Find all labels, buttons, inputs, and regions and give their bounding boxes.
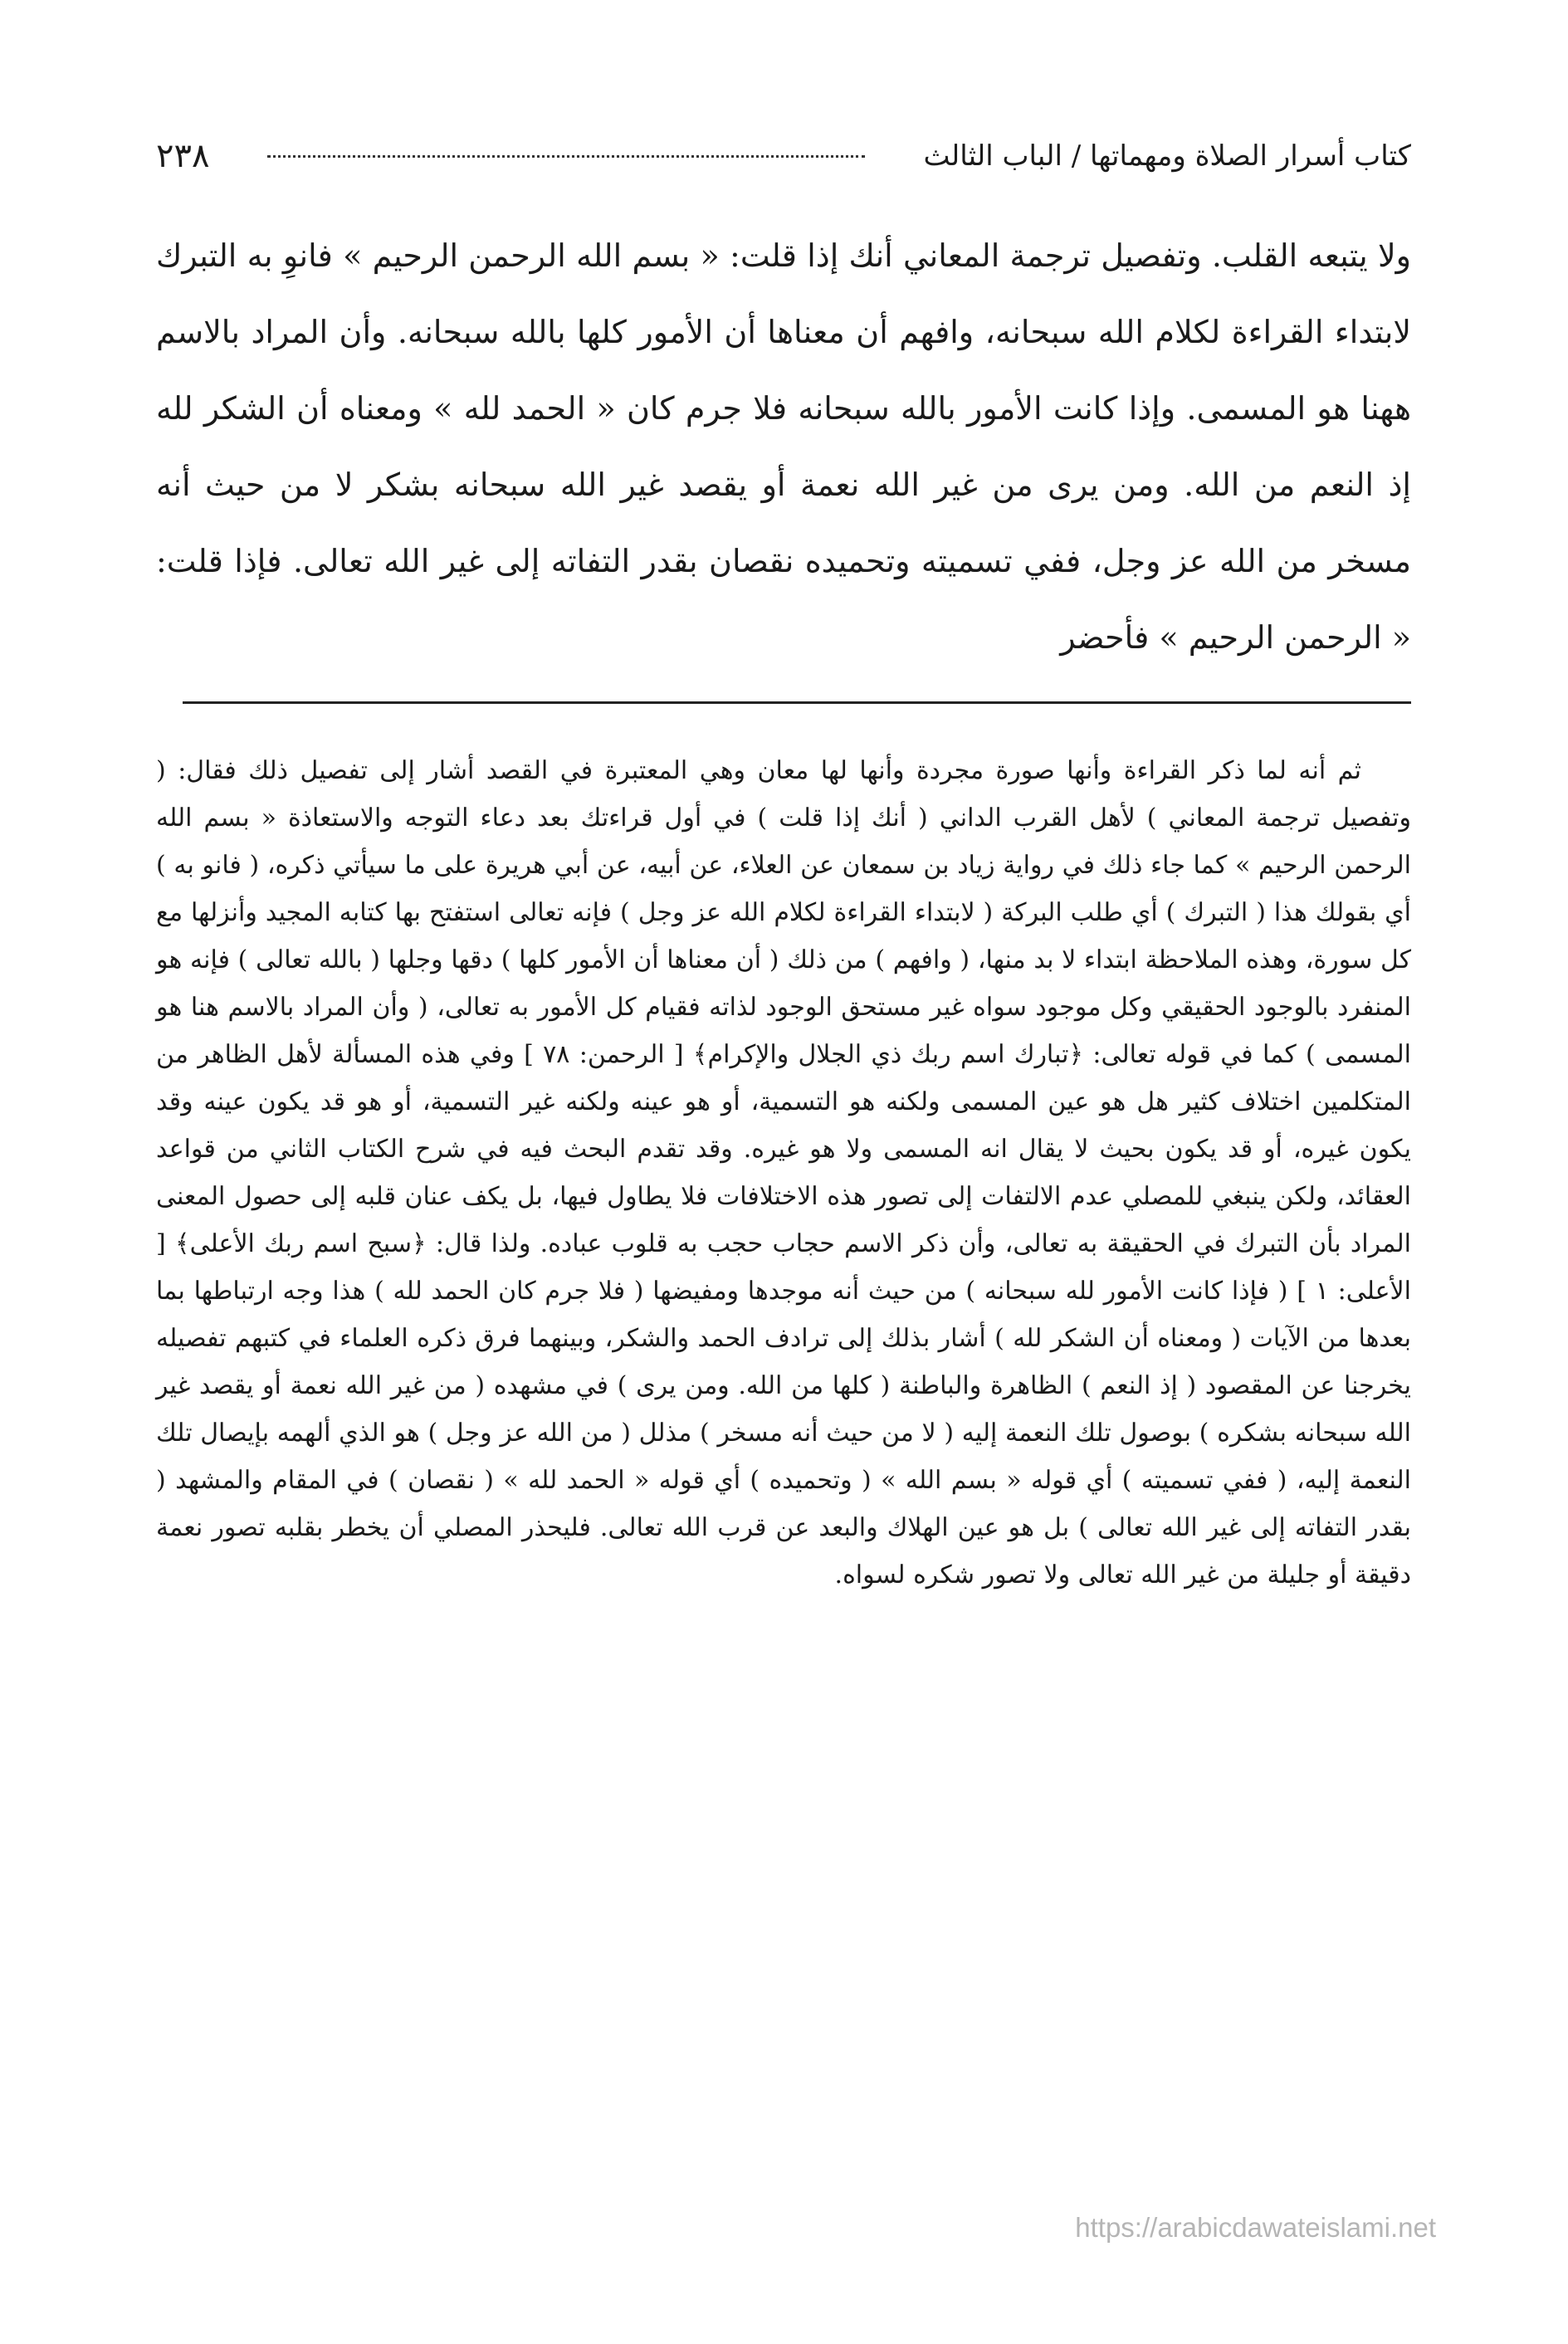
- dotted-leader: [267, 155, 865, 158]
- watermark-url: https://arabicdawateislami.net: [1075, 2212, 1436, 2243]
- running-title: [924, 139, 1411, 173]
- page-number: ٢٣٨: [156, 137, 210, 175]
- main-text-block: [156, 217, 1411, 676]
- commentary-block: [156, 747, 1411, 1599]
- main-paragraph: ولا يتبعه القلب. وتفصيل ترجمة المعاني أنك إذا قلت: « بسم الله الرحمن الرحيم » فانوِ به التبرك لابتداء القراءة لكلام الله سبحانه، وافهم أن معناها أن الأمور كلها بالله سبحانه. وأن المراد بالاسم ههنا هو المسمى. وإذا كانت الأمور بالله سبحانه فلا جرم كان « الحمد لله » ومعناه أن الشكر لله إذ النعم من الله. ومن يرى من غير الله نعمة أو يقصد غير الله سبحانه بشكر لا من حيث أنه مسخر من الله عز وجل، ففي تسميته وتحميده نقصان بقدر التفاته إلى غير الله تعالى. فإذا قلت: « الرحمن الرحيم » فأحضر: [156, 237, 1411, 656]
- page-header: [156, 131, 1411, 181]
- book-title: كتاب أسرار الصلاة ومهماتها / الباب الثالث: [923, 139, 1411, 173]
- footnote-separator: [183, 701, 1411, 704]
- commentary-paragraph: ثم أنه لما ذكر القراءة وأنها صورة مجردة وأنها لها معان وهي المعتبرة في القصد أشار إلى تفصيل ذلك فقال: ( وتفصيل ترجمة المعاني ) لأهل القرب الداني ( أنك إذا قلت ) في أول قراءتك بعد دعاء التوجه والاستعاذة « بسم الله الرحمن الرحيم » كما جاء ذلك في رواية زياد بن سمعان عن العلاء، عن أبيه، عن أبي هريرة على ما سيأتي ذكره، ( فانو به ) أي بقولك هذا ( التبرك ) أي طلب البركة ( لابتداء القراءة لكلام الله عز وجل ) فإنه تعالى استفتح بها كتابه المجيد وأنزلها مع كل سورة، وهذه الملاحظة ابتداء لا بد منها، ( وافهم ) من ذلك ( أن معناها أن الأمور كلها ) دقها وجلها ( بالله تعالى ) فإنه هو المنفرد بالوجود الحقيقي وكل موجود سواه غير مستحق الوجود لذاته فقيام كل الأمور به تعالى، ( وأن المراد بالاسم هنا هو المسمى ) كما في قوله تعالى: ﴿تبارك اسم ربك ذي الجلال والإكرام﴾ [ الرحمن: ٧٨ ] وفي هذه المسألة لأهل الظاهر من المتكلمين اختلاف كثير هل هو عين المسمى ولكنه هو التسمية، أو هو عينه ولكنه غير التسمية، أو هو قد يكون عينه وقد يكون غيره، أو قد يكون بحيث لا يقال انه المسمى ولا هو غيره. وقد تقدم البحث فيه في شرح الكتاب الثاني من قواعد العقائد، ولكن ينبغي للمصلي عدم الالتفات إلى تصور هذه الاختلافات فلا يطاول فيها، بل يكف عنان قلبه إلى حصول المعنى المراد بأن التبرك في الحقيقة به تعالى، وأن ذكر الاسم حجاب حجب به قلوب عباده. ولذا قال: ﴿سبح اسم ربك الأعلى﴾ [ الأعلى: ١ ] ( فإذا كانت الأمور لله سبحانه ) من حيث أنه موجدها ومفيضها ( فلا جرم كان الحمد لله ) هذا وجه ارتباطها بما بعدها من الآيات ( ومعناه أن الشكر لله ) أشار بذلك إلى ترادف الحمد والشكر، وبينهما فرق ذكره العلماء في كتبهم تفصيله يخرجنا عن المقصود ( إذ النعم ) الظاهرة والباطنة ( كلها من الله. ومن يرى ) في مشهده ( من غير الله نعمة أو يقصد غير الله سبحانه بشكره ) بوصول تلك النعمة إليه ( لا من حيث أنه مسخر ) مذلل ( من الله عز وجل ) هو الذي ألهمه بإيصال تلك النعمة إليه، ( ففي تسميته ) أي قوله « بسم الله » ( وتحميده ) أي قوله « الحمد لله » ( نقصان ) في المقام والمشهد ( بقدر التفاته إلى غير الله تعالى ) بل هو عين الهلاك والبعد عن قرب الله تعالى. فليحذر المصلي أن يخطر بقلبه تصور نعمة دقيقة أو جليلة من غير الله تعالى ولا تصور شكره لسواه.: [156, 756, 1411, 1590]
